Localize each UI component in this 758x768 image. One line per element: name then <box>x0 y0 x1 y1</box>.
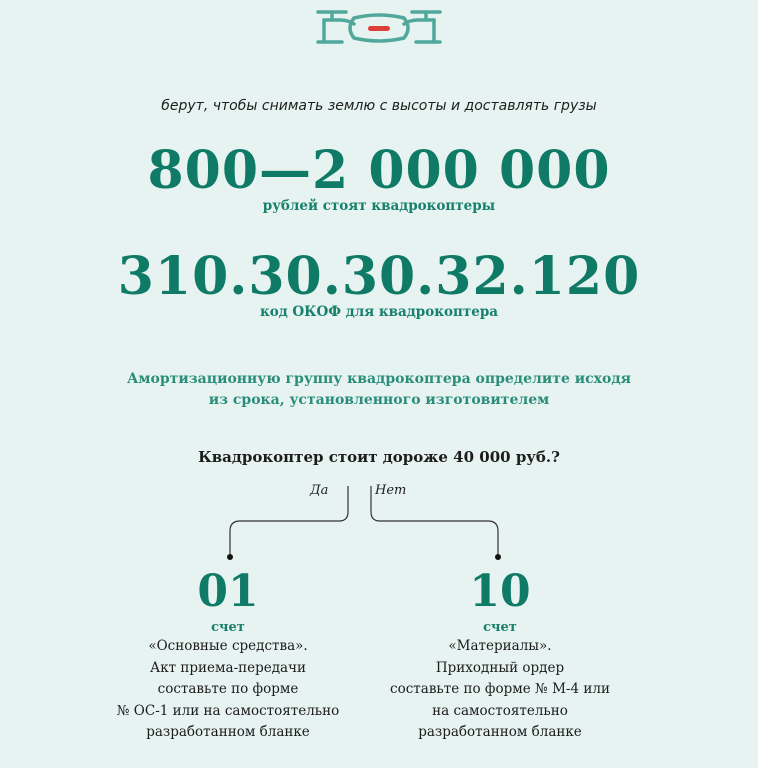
no-label: Нет <box>375 483 407 498</box>
note-line-2: из срока, установленного изготовителем <box>208 392 550 408</box>
yes-label: Да <box>310 483 329 498</box>
no-branch-dot <box>495 554 501 560</box>
account-01-number: 01 <box>197 566 259 617</box>
account-10-label: счет <box>483 620 517 635</box>
account-01-description <box>98 636 358 744</box>
okof-caption: код ОКОФ для квадрокоптера <box>259 304 499 320</box>
desc-line: № ОС-1 или на самостоятельно <box>116 702 340 719</box>
price-range: 800—2 000 000 <box>147 140 611 201</box>
decision-question: Квадрокоптер стоит дороже 40 000 руб.? <box>198 448 560 466</box>
yes-branch-line <box>230 486 348 556</box>
note-line-1: Амортизационную группу квадрокоптера определите исходя <box>126 371 632 387</box>
no-branch-line <box>371 486 498 556</box>
account-10-description <box>370 636 630 744</box>
desc-line: Приходный ордер <box>435 659 565 676</box>
desc-line: на самостоятельно <box>432 702 568 719</box>
desc-line: составьте по форме <box>157 681 299 697</box>
subtitle: берут, чтобы снимать землю с высоты и доставлять грузы <box>161 98 597 114</box>
account-01-label: счет <box>211 620 245 635</box>
price-caption: рублей стоят квадрокоптеры <box>262 198 496 214</box>
desc-line: разработанном бланке <box>418 724 582 740</box>
account-10-number: 10 <box>469 566 531 617</box>
yes-branch-dot <box>227 554 233 560</box>
desc-line: «Основные средства». <box>148 638 308 654</box>
desc-line: составьте по форме № М-4 или <box>390 681 610 697</box>
okof-code: 310.30.30.32.120 <box>117 246 641 307</box>
desc-line: разработанном бланке <box>146 724 310 740</box>
desc-line: «Материалы». <box>448 638 552 654</box>
desc-line: Акт приема-передачи <box>149 659 307 676</box>
